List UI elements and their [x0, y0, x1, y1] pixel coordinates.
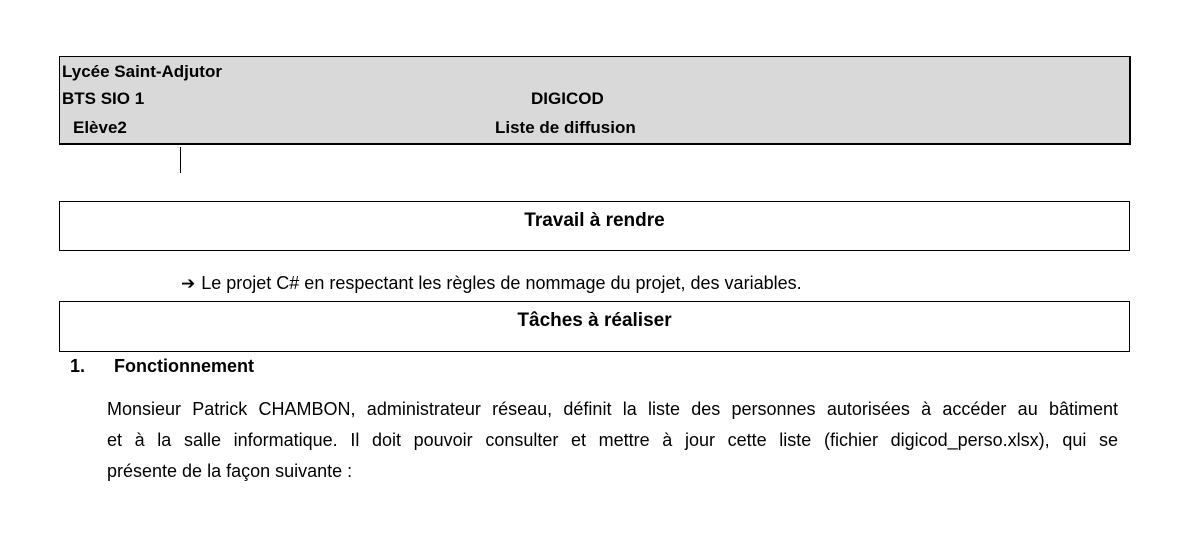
tasks-box [59, 301, 1130, 352]
project-title: DIGICOD [531, 89, 604, 108]
project-subtitle: Liste de diffusion [495, 118, 636, 137]
student-name: Elève2 [73, 118, 127, 137]
right-arrow-icon: ➔ [181, 274, 196, 294]
paragraph-line: et à la salle informatique. Il doit pouvoir consulter et mettre à jour cette liste (fichier digicod_perso.xlsx), qui se [107, 430, 1118, 450]
paragraph-line: présente de la façon suivante : [107, 461, 353, 481]
document-header [59, 56, 1131, 145]
deliverable-item-text: Le projet C# en respectant les règles de nommage du projet, des variables. [201, 273, 802, 293]
school-name: Lycée Saint-Adjutor [62, 62, 222, 81]
heading-label: Fonctionnement [114, 356, 254, 376]
deliverable-title: Travail à rendre [524, 210, 665, 231]
deliverable-box [59, 201, 1130, 251]
deliverable-item [181, 272, 802, 295]
class-name: BTS SIO 1 [62, 89, 145, 108]
heading-number: 1. [70, 356, 86, 376]
text-cursor [180, 147, 181, 173]
tasks-title: Tâches à réaliser [517, 310, 672, 331]
paragraph-line: Monsieur Patrick CHAMBON, administrateur réseau, définit la liste des personnes autorisées à accéder au bâtiment [107, 399, 1118, 419]
